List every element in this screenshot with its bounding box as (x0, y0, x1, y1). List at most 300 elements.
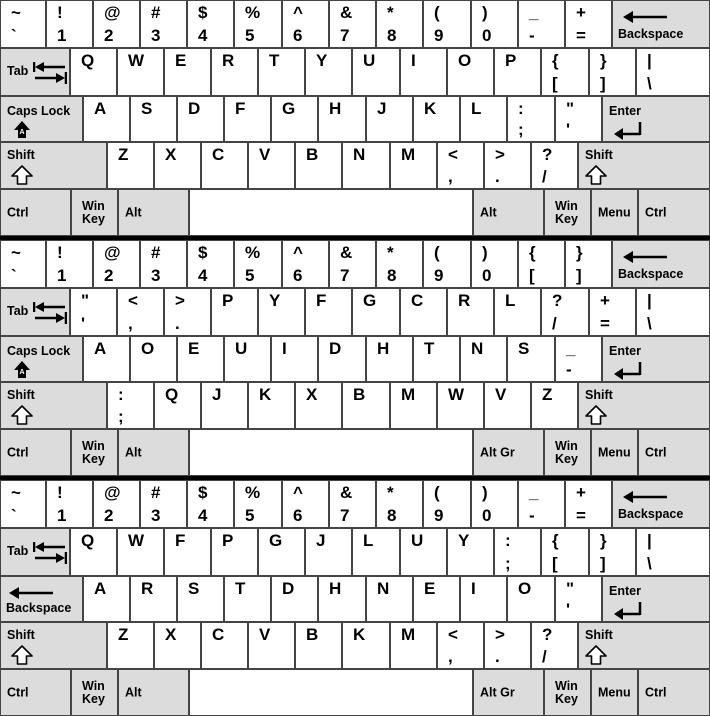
key-label: Backspace (618, 27, 684, 41)
key-base-char: , (128, 314, 133, 333)
key-letter: Z (542, 385, 553, 404)
key-label: Ctrl (7, 685, 29, 699)
key-symbol[interactable] (531, 622, 578, 669)
key-alt[interactable] (473, 189, 544, 236)
key-l[interactable] (494, 288, 541, 336)
key-h[interactable] (318, 576, 366, 622)
key-letter: A (94, 579, 107, 598)
key-shift[interactable] (578, 622, 710, 669)
key-base-char: [ (552, 554, 558, 573)
key-base-char: . (495, 647, 500, 666)
key-symbol[interactable] (282, 0, 329, 48)
key-base-char: 1 (57, 506, 67, 525)
caps-lock-icon (13, 360, 31, 380)
key-base-char: \ (647, 314, 652, 333)
key-symbol[interactable] (518, 240, 565, 288)
key-symbol[interactable] (234, 480, 282, 528)
key-letter: Y (269, 291, 281, 310)
key-symbol[interactable] (494, 528, 541, 576)
key-letter: T (269, 51, 280, 70)
key-letter: F (175, 531, 186, 550)
key-h[interactable] (366, 336, 413, 382)
key-letter: S (141, 99, 153, 118)
key-s[interactable] (507, 336, 555, 382)
key-symbol[interactable] (423, 0, 471, 48)
key-tab[interactable] (0, 528, 70, 576)
key-c[interactable] (201, 622, 248, 669)
key-x[interactable] (154, 622, 201, 669)
key-symbol[interactable] (437, 622, 484, 669)
key-tab[interactable] (0, 288, 70, 336)
key-menu[interactable] (591, 669, 638, 716)
key-symbol[interactable] (46, 240, 93, 288)
key-s[interactable] (130, 96, 177, 142)
key-shift[interactable] (0, 622, 107, 669)
key-alt-gr[interactable] (473, 669, 544, 716)
key-symbol[interactable] (555, 336, 602, 382)
key-base-char: / (542, 167, 547, 186)
key-symbol[interactable] (329, 240, 376, 288)
key-n[interactable] (342, 142, 390, 189)
key-q[interactable] (70, 528, 117, 576)
key-shift-char: : (505, 531, 511, 550)
key-symbol[interactable] (0, 0, 46, 48)
key-letter: H (329, 579, 342, 598)
key-f[interactable] (305, 288, 352, 336)
key-symbol[interactable] (636, 288, 710, 336)
key-ctrl[interactable] (0, 189, 71, 236)
key-i[interactable] (460, 576, 507, 622)
key-letter: W (128, 531, 145, 550)
key-m[interactable] (390, 142, 437, 189)
key-win-key[interactable] (544, 429, 591, 476)
key-letter: R (141, 579, 154, 598)
key-letter: H (329, 99, 342, 118)
key-k[interactable] (413, 96, 460, 142)
key-shift-char: " (566, 99, 575, 118)
key-p[interactable] (211, 288, 258, 336)
key-shift-char: * (387, 243, 394, 262)
key-letter: Y (316, 51, 328, 70)
key-menu[interactable] (591, 429, 638, 476)
key-symbol[interactable] (140, 0, 187, 48)
key-v[interactable] (484, 382, 531, 429)
key-letter: P (222, 531, 234, 550)
key-ctrl[interactable] (0, 429, 71, 476)
key-j[interactable] (366, 96, 413, 142)
key-label: Alt Gr (480, 685, 515, 699)
key-symbol[interactable] (46, 0, 93, 48)
key-letter: O (518, 579, 532, 598)
key-label: Win Key (82, 198, 105, 226)
key-symbol[interactable] (589, 48, 636, 96)
key-backspace[interactable] (612, 240, 710, 288)
key-symbol[interactable] (565, 480, 612, 528)
key-ctrl[interactable] (638, 189, 710, 236)
key-s[interactable] (177, 576, 224, 622)
key-g[interactable] (352, 288, 400, 336)
key-symbol[interactable] (484, 142, 531, 189)
key-letter: V (259, 145, 271, 164)
key-p[interactable] (494, 48, 541, 96)
key-symbol[interactable] (140, 480, 187, 528)
key-shift-char: } (576, 243, 583, 262)
key-symbol[interactable] (589, 528, 636, 576)
key-shift-char: @ (104, 483, 121, 502)
key-symbol[interactable] (589, 288, 636, 336)
key-symbol[interactable] (376, 0, 423, 48)
key-symbol[interactable] (187, 0, 234, 48)
key-shift-char: ! (57, 3, 63, 22)
key-shift-char: % (245, 243, 261, 262)
key-base-char: 3 (151, 26, 161, 45)
key-letter: B (306, 625, 319, 644)
key-letter: K (424, 99, 437, 118)
key-symbol[interactable] (636, 528, 710, 576)
key-letter: A (94, 339, 107, 358)
backspace-arrow-icon (623, 489, 669, 505)
key-y[interactable] (305, 48, 352, 96)
key-label: Shift (585, 148, 613, 162)
key-symbol[interactable] (555, 576, 602, 622)
key-shift-char: " (566, 579, 575, 598)
key-base-char: / (552, 314, 557, 333)
key-base-char: 2 (104, 506, 114, 525)
key-r[interactable] (130, 576, 177, 622)
key-shift[interactable] (0, 382, 107, 429)
key-base-char: 7 (340, 506, 350, 525)
key-j[interactable] (201, 382, 248, 429)
key-label: Win Key (555, 678, 578, 706)
key-symbol[interactable] (376, 240, 423, 288)
svg-text:A: A (19, 369, 25, 376)
key-label: Shift (7, 388, 35, 402)
key-k[interactable] (342, 622, 390, 669)
key-win-key[interactable] (544, 669, 591, 716)
key-symbol[interactable] (329, 480, 376, 528)
key-shift-char: < (128, 291, 138, 310)
key-t[interactable] (258, 48, 305, 96)
key-shift-char: % (245, 483, 261, 502)
key-base-char: [ (529, 266, 535, 285)
key-symbol[interactable] (93, 0, 140, 48)
key-symbol[interactable] (565, 240, 612, 288)
key-symbol[interactable] (93, 240, 140, 288)
key-symbol[interactable] (423, 480, 471, 528)
key-w[interactable] (117, 48, 164, 96)
key-symbol[interactable] (234, 240, 282, 288)
key-win-key[interactable] (71, 189, 118, 236)
key-shift-char: # (151, 243, 161, 262)
key-o[interactable] (130, 336, 177, 382)
key-p[interactable] (211, 528, 258, 576)
key-letter: M (401, 145, 416, 164)
key-letter: N (471, 339, 484, 358)
key-symbol[interactable] (187, 240, 234, 288)
key-z[interactable] (107, 142, 154, 189)
key-shift-char: | (647, 51, 652, 70)
key-q[interactable] (154, 382, 201, 429)
key-base-char: ' (566, 600, 571, 619)
key-shift[interactable] (578, 142, 710, 189)
key-symbol[interactable] (423, 240, 471, 288)
key-x[interactable] (295, 382, 342, 429)
key-a[interactable] (83, 336, 130, 382)
key-e[interactable] (413, 576, 460, 622)
key-n[interactable] (460, 336, 507, 382)
key-symbol[interactable] (471, 240, 518, 288)
key-symbol[interactable] (140, 240, 187, 288)
key-label: Enter (609, 104, 641, 118)
key-b[interactable] (295, 622, 342, 669)
key-v[interactable] (248, 142, 295, 189)
key-symbol[interactable] (636, 48, 710, 96)
key-o[interactable] (507, 576, 555, 622)
space-bar[interactable] (189, 669, 473, 716)
key-letter: P (222, 291, 234, 310)
key-letter: B (353, 385, 366, 404)
key-b[interactable] (295, 142, 342, 189)
key-ctrl[interactable] (638, 669, 710, 716)
key-t[interactable] (413, 336, 460, 382)
key-shift-char: < (448, 145, 458, 164)
key-base-char: \ (647, 554, 652, 573)
key-base-char: 4 (198, 266, 208, 285)
key-letter: D (188, 99, 201, 118)
key-base-char: 1 (57, 26, 67, 45)
key-l[interactable] (460, 96, 507, 142)
key-symbol[interactable] (541, 288, 589, 336)
key-symbol[interactable] (282, 480, 329, 528)
key-symbol[interactable] (93, 480, 140, 528)
shift-arrow-icon (11, 645, 33, 665)
key-label: Enter (609, 584, 641, 598)
key-letter: R (222, 51, 235, 70)
key-win-key[interactable] (71, 429, 118, 476)
key-f[interactable] (224, 96, 271, 142)
key-w[interactable] (117, 528, 164, 576)
key-label: Ctrl (7, 445, 29, 459)
key-letter: M (401, 625, 416, 644)
key-backspace[interactable] (612, 0, 710, 48)
key-shift-char: & (340, 3, 353, 22)
key-o[interactable] (447, 48, 494, 96)
enter-arrow-icon (613, 601, 643, 621)
key-label: Alt (125, 445, 142, 459)
key-letter: M (401, 385, 416, 404)
key-base-char: 4 (198, 26, 208, 45)
key-b[interactable] (342, 382, 390, 429)
key-label: Shift (585, 388, 613, 402)
key-symbol[interactable] (565, 0, 612, 48)
key-symbol[interactable] (484, 622, 531, 669)
key-e[interactable] (164, 48, 211, 96)
key-letter: X (165, 145, 177, 164)
key-l[interactable] (352, 528, 400, 576)
key-shift-char: ! (57, 243, 63, 262)
key-i[interactable] (400, 48, 447, 96)
shift-arrow-icon (585, 165, 607, 185)
key-symbol[interactable] (164, 288, 211, 336)
key-win-key[interactable] (544, 189, 591, 236)
key-label: Alt Gr (480, 445, 515, 459)
key-label: Alt (125, 205, 142, 219)
key-label: Win Key (82, 678, 105, 706)
key-shift[interactable] (0, 142, 107, 189)
key-shift-char: { (529, 243, 536, 262)
key-symbol[interactable] (329, 0, 376, 48)
key-symbol[interactable] (282, 240, 329, 288)
key-label: Shift (585, 628, 613, 642)
key-d[interactable] (271, 576, 318, 622)
key-n[interactable] (366, 576, 413, 622)
key-alt[interactable] (118, 189, 189, 236)
key-letter: G (363, 291, 377, 310)
key-i[interactable] (271, 336, 318, 382)
key-backspace[interactable] (0, 576, 83, 622)
key-d[interactable] (177, 96, 224, 142)
key-shift-char: # (151, 483, 161, 502)
key-m[interactable] (390, 382, 437, 429)
key-k[interactable] (248, 382, 295, 429)
key-base-char: 0 (482, 26, 492, 45)
key-symbol[interactable] (187, 480, 234, 528)
key-q[interactable] (70, 48, 117, 96)
key-menu[interactable] (591, 189, 638, 236)
key-letter: P (505, 51, 517, 70)
key-base-char: 5 (245, 26, 255, 45)
key-tab[interactable] (0, 48, 70, 96)
key-symbol[interactable] (518, 480, 565, 528)
key-shift-char: > (175, 291, 185, 310)
key-shift-char: < (448, 625, 458, 644)
key-win-key[interactable] (71, 669, 118, 716)
key-g[interactable] (258, 528, 305, 576)
key-letter: V (495, 385, 507, 404)
key-letter: N (377, 579, 390, 598)
key-z[interactable] (107, 622, 154, 669)
key-g[interactable] (271, 96, 318, 142)
key-symbol[interactable] (531, 142, 578, 189)
key-r[interactable] (211, 48, 258, 96)
key-w[interactable] (437, 382, 484, 429)
key-label: Ctrl (645, 685, 667, 699)
key-m[interactable] (390, 622, 437, 669)
key-e[interactable] (177, 336, 224, 382)
key-enter[interactable] (602, 576, 710, 622)
key-symbol[interactable] (376, 480, 423, 528)
key-y[interactable] (258, 288, 305, 336)
key-a[interactable] (83, 96, 130, 142)
key-symbol[interactable] (107, 382, 154, 429)
key-letter: L (363, 531, 374, 550)
key-enter[interactable] (602, 336, 710, 382)
key-letter: O (458, 51, 472, 70)
key-symbol[interactable] (507, 96, 555, 142)
key-shift[interactable] (578, 382, 710, 429)
key-label: Caps Lock (7, 344, 71, 358)
key-h[interactable] (318, 96, 366, 142)
key-base-char: = (576, 26, 586, 45)
key-ctrl[interactable] (638, 429, 710, 476)
key-u[interactable] (352, 48, 400, 96)
key-base-char: ; (518, 120, 524, 139)
key-alt-gr[interactable] (473, 429, 544, 476)
key-letter: D (329, 339, 342, 358)
key-alt[interactable] (118, 669, 189, 716)
key-v[interactable] (248, 622, 295, 669)
key-symbol[interactable] (70, 288, 117, 336)
key-letter: K (259, 385, 272, 404)
key-shift-char: ^ (293, 243, 303, 262)
key-letter: F (235, 99, 246, 118)
key-d[interactable] (318, 336, 366, 382)
key-symbol[interactable] (471, 0, 518, 48)
key-symbol[interactable] (46, 480, 93, 528)
key-shift-char: + (576, 3, 586, 22)
key-caps-lock[interactable] (0, 96, 83, 142)
space-bar[interactable] (189, 429, 473, 476)
backspace-arrow-icon (623, 9, 669, 25)
key-letter: G (269, 531, 283, 550)
key-base-char: 9 (434, 266, 444, 285)
key-a[interactable] (83, 576, 130, 622)
key-caps-lock[interactable] (0, 336, 83, 382)
key-enter[interactable] (602, 96, 710, 142)
key-symbol[interactable] (117, 288, 164, 336)
key-symbol[interactable] (555, 96, 602, 142)
key-base-char: - (529, 506, 535, 525)
shift-arrow-icon (585, 405, 607, 425)
key-symbol[interactable] (0, 480, 46, 528)
key-symbol[interactable] (471, 480, 518, 528)
key-letter: A (94, 99, 107, 118)
key-letter: I (471, 579, 476, 598)
key-symbol[interactable] (0, 240, 46, 288)
key-c[interactable] (201, 142, 248, 189)
key-y[interactable] (447, 528, 494, 576)
key-letter: J (377, 99, 387, 118)
key-u[interactable] (400, 528, 447, 576)
key-letter: O (141, 339, 155, 358)
key-c[interactable] (400, 288, 447, 336)
key-alt[interactable] (118, 429, 189, 476)
key-f[interactable] (164, 528, 211, 576)
key-z[interactable] (531, 382, 578, 429)
key-symbol[interactable] (541, 528, 589, 576)
key-t[interactable] (224, 576, 271, 622)
key-shift-char: " (81, 291, 90, 310)
key-x[interactable] (154, 142, 201, 189)
key-symbol[interactable] (234, 0, 282, 48)
key-shift-char: $ (198, 3, 208, 22)
key-label: Win Key (555, 438, 578, 466)
key-u[interactable] (224, 336, 271, 382)
key-ctrl[interactable] (0, 669, 71, 716)
key-label: Menu (598, 205, 631, 219)
key-label: Alt (125, 685, 142, 699)
key-symbol[interactable] (518, 0, 565, 48)
key-base-char: ' (81, 314, 86, 333)
key-symbol[interactable] (541, 48, 589, 96)
key-shift-char: { (552, 531, 559, 550)
space-bar[interactable] (189, 189, 473, 236)
key-backspace[interactable] (612, 480, 710, 528)
key-symbol[interactable] (437, 142, 484, 189)
key-r[interactable] (447, 288, 494, 336)
key-j[interactable] (305, 528, 352, 576)
key-shift-char: ! (57, 483, 63, 502)
